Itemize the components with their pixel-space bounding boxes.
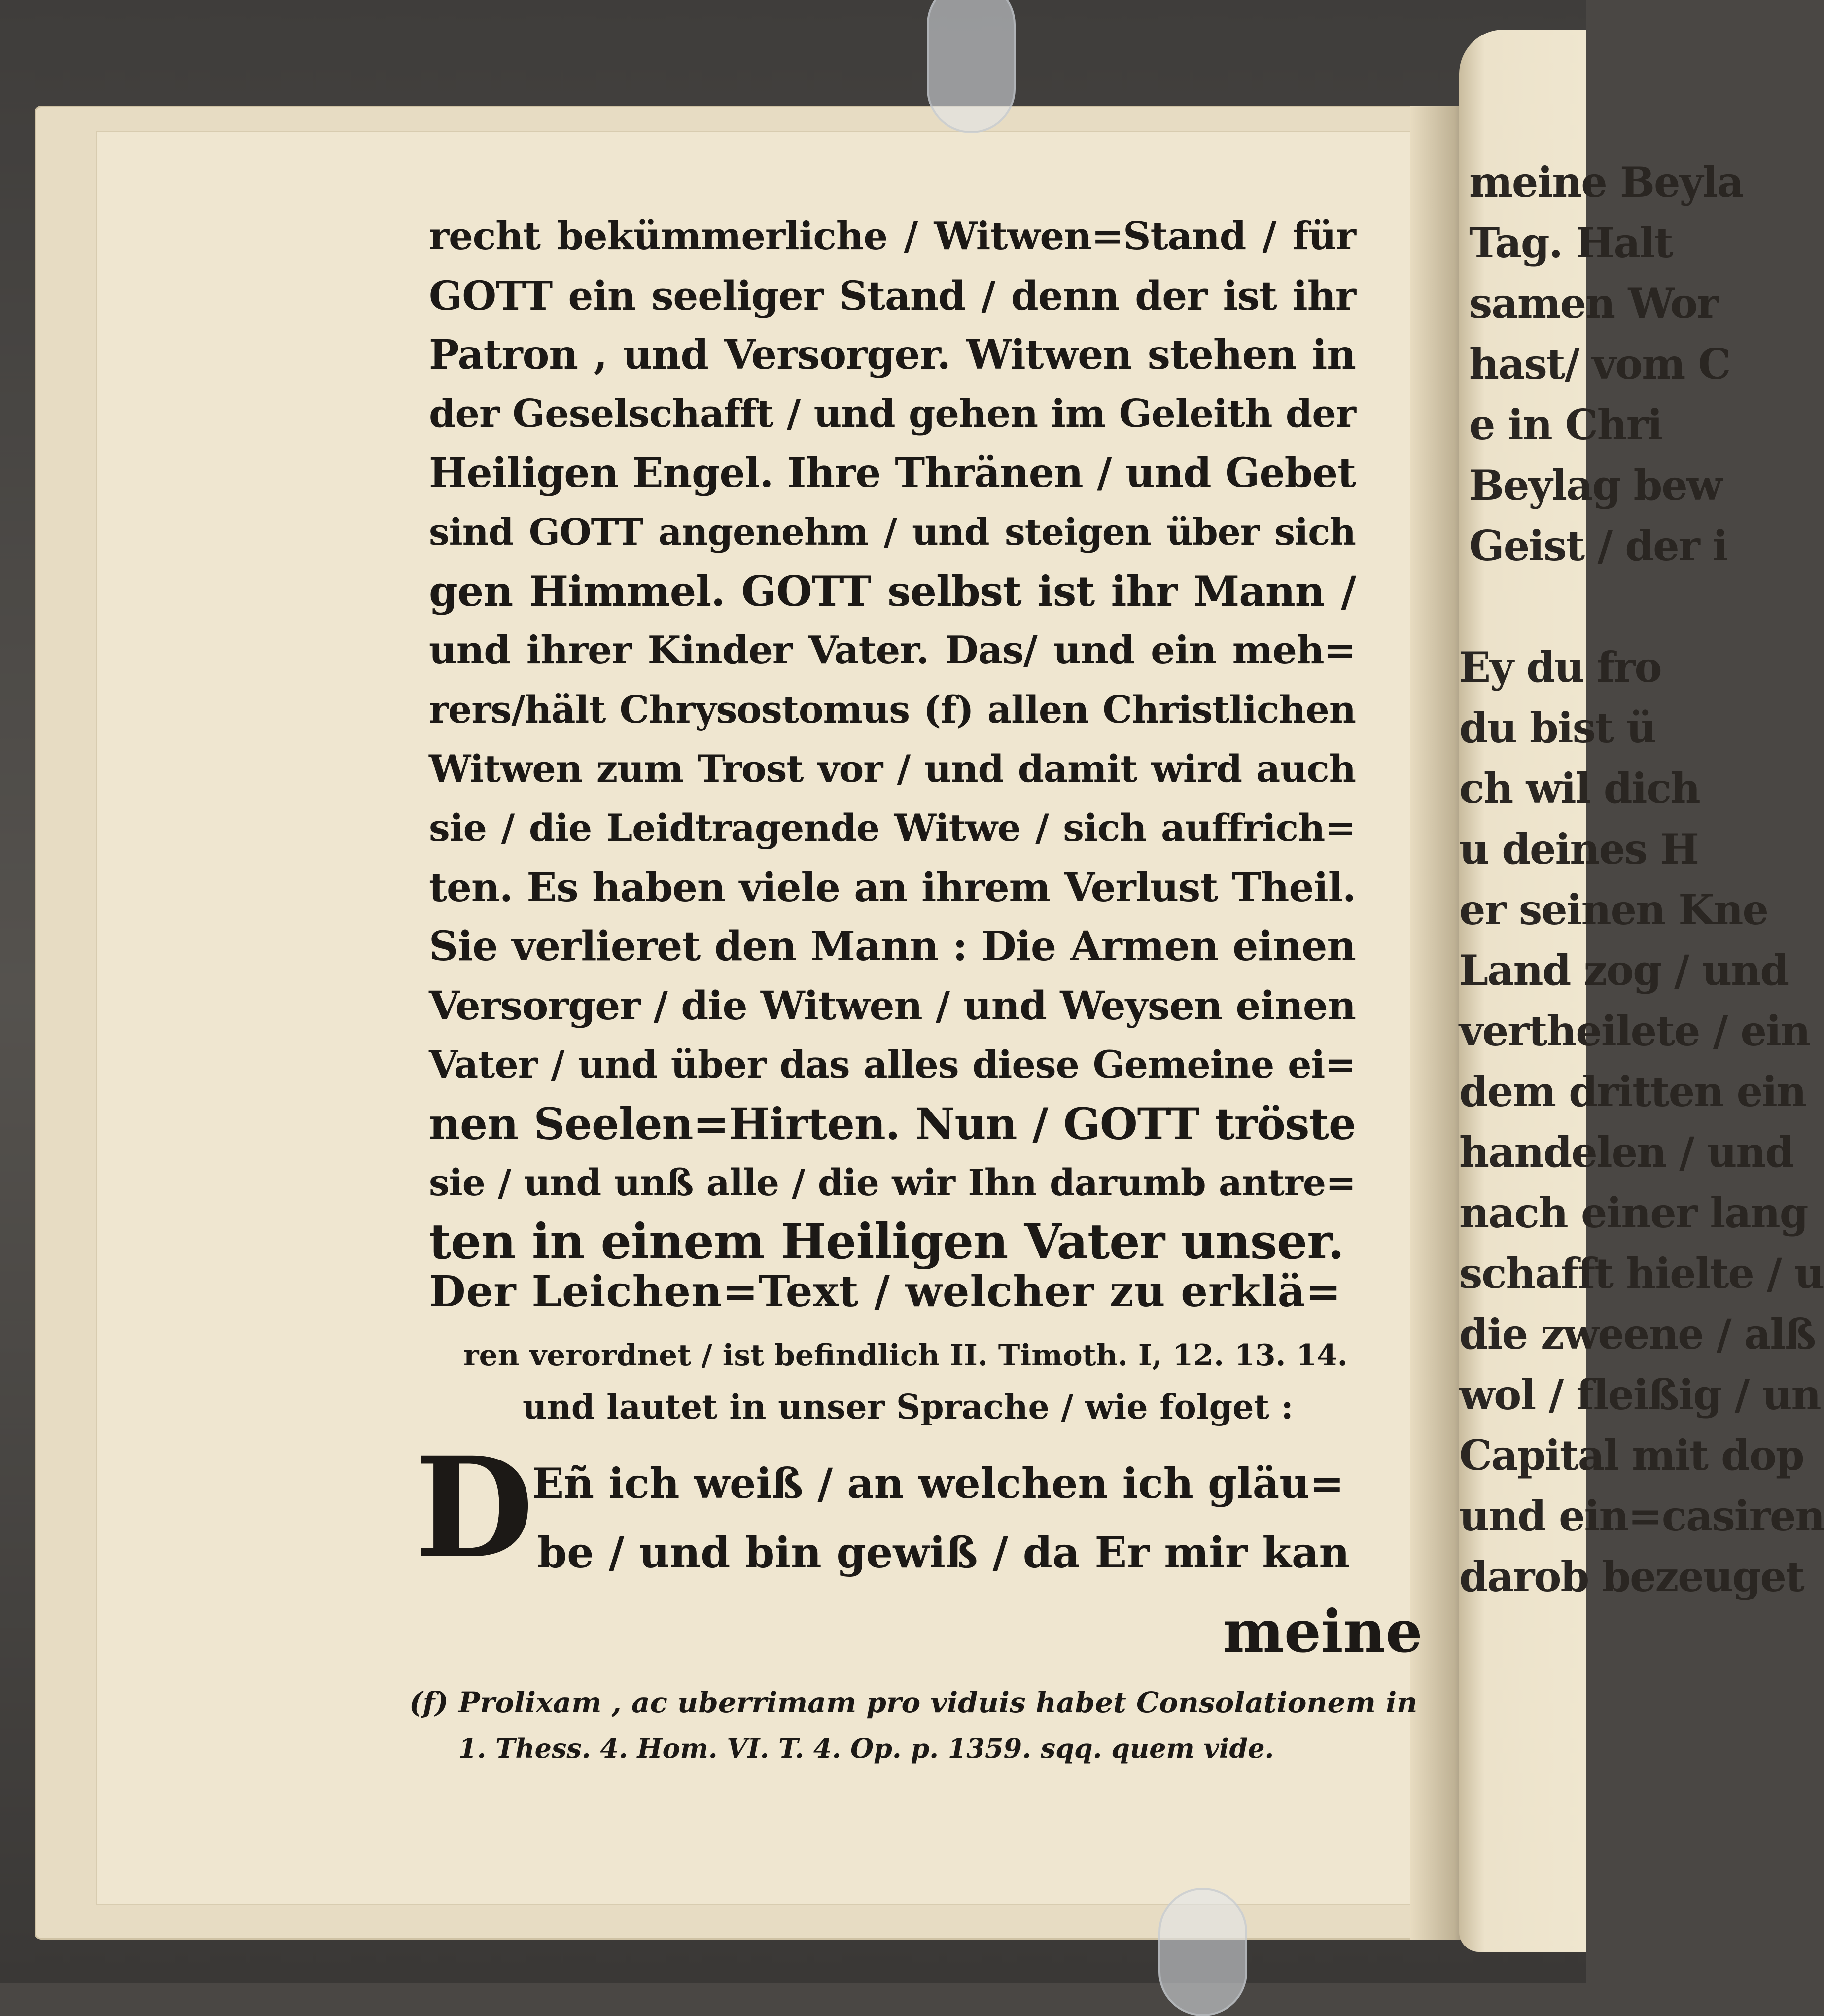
facing-page-line: Geist / der i bbox=[1469, 521, 1727, 570]
facing-page-line: dem dritten ein bbox=[1459, 1067, 1806, 1116]
body-line: Sie verlieret den Mann : Die Armen einen bbox=[429, 923, 1356, 970]
catchword: meine bbox=[1223, 1597, 1423, 1666]
body-line: GOTT ein seeliger Stand / denn der ist ihr bbox=[429, 273, 1356, 319]
facing-page-line: Ey du fro bbox=[1459, 643, 1661, 692]
facing-page-line: darob bezeuget bbox=[1459, 1552, 1804, 1601]
body-line: sind GOTT angenehm / und steigen über sich bbox=[429, 511, 1356, 554]
body-line: Vater / und über das alles diese Gemeine ei= bbox=[429, 1043, 1356, 1086]
body-line: und ihrer Kinder Vater. Das/ und ein meh= bbox=[429, 628, 1356, 673]
body-line: Witwen zum Trost vor / und damit wird auch bbox=[429, 747, 1356, 791]
facing-page-line: handelen / und bbox=[1459, 1128, 1793, 1177]
sermon-text-heading: Der Leichen=Text / welcher zu erklä= bbox=[429, 1267, 1342, 1317]
facing-page-line: e in Chri bbox=[1469, 400, 1662, 449]
footnote-line-2: 1. Thess. 4. Hom. VI. T. 4. Op. p. 1359. sqq. quem vide. bbox=[458, 1733, 1274, 1764]
body-line: nen Seelen=Hirten. Nun / GOTT tröste bbox=[429, 1098, 1356, 1149]
facing-page bbox=[1459, 30, 1824, 1952]
scripture-line-2: be / und bin gewiß / da Er mir kan bbox=[537, 1528, 1350, 1578]
facing-page-line: Land zog / und bbox=[1459, 946, 1789, 995]
body-line: rers/hält Chrysostomus (f) allen Christlichen bbox=[429, 688, 1356, 731]
body-line: Versorger / die Witwen / und Weysen einen bbox=[429, 982, 1356, 1029]
facing-page-line: Beylag bew bbox=[1469, 461, 1722, 510]
facing-page-line: die zweene / alß bbox=[1459, 1310, 1816, 1358]
body-line: ten in einem Heiligen Vater unser. bbox=[429, 1214, 1344, 1270]
facing-page-line: und ein=casiren bbox=[1459, 1492, 1824, 1540]
body-line: Heiligen Engel. Ihre Thränen / und Gebet bbox=[429, 450, 1356, 497]
page-clip-top bbox=[927, 0, 1016, 133]
page-clip-bottom bbox=[1158, 1888, 1247, 2016]
facing-page-line: meine Beyla bbox=[1469, 158, 1743, 207]
facing-page-line: Capital mit dop bbox=[1459, 1431, 1804, 1480]
facing-page-line: wol / fleißig / un bbox=[1459, 1370, 1821, 1419]
facing-page-line: du bist ü bbox=[1459, 703, 1656, 752]
facing-page-line: u deines H bbox=[1459, 825, 1698, 873]
facing-page-line: samen Wor bbox=[1469, 279, 1718, 328]
scripture-line-1: Eñ ich weiß / an welchen ich gläu= bbox=[532, 1459, 1344, 1508]
facing-page-line: er seinen Kne bbox=[1459, 885, 1768, 934]
decorated-initial: D bbox=[414, 1427, 534, 1589]
heading-reference: ren verordnet / ist befindlich II. Timoth. I, 12. 13. 14. bbox=[463, 1338, 1348, 1373]
facing-page-line: vertheilete / ein bbox=[1459, 1007, 1810, 1055]
facing-page-line: nach einer lang bbox=[1459, 1188, 1808, 1237]
facing-page-line: ch wil dich bbox=[1459, 764, 1700, 813]
facing-page-line: Tag. Halt bbox=[1469, 218, 1673, 267]
body-line: Patron , und Versorger. Witwen stehen in bbox=[429, 331, 1356, 379]
facing-page-line: schafft hielte / u bbox=[1459, 1249, 1824, 1298]
body-line: sie / und unß alle / die wir Ihn darumb antre= bbox=[429, 1162, 1356, 1204]
body-line: ten. Es haben viele an ihrem Verlust Theil. bbox=[429, 864, 1356, 910]
body-line: gen Himmel. GOTT selbst ist ihr Mann / bbox=[429, 567, 1356, 616]
body-line: der Geselschafft / und gehen im Geleith der bbox=[429, 391, 1356, 436]
body-line: recht bekümmerliche / Witwen=Stand / für bbox=[429, 214, 1356, 259]
facing-page-line: hast/ vom C bbox=[1469, 340, 1730, 388]
heading-intro: und lautet in unser Sprache / wie folget : bbox=[523, 1388, 1294, 1427]
footnote-line-1: (f) Prolixam , ac uberrimam pro viduis habet Consolationem in bbox=[409, 1686, 1418, 1719]
body-line: sie / die Leidtragende Witwe / sich auffrich= bbox=[429, 806, 1356, 850]
